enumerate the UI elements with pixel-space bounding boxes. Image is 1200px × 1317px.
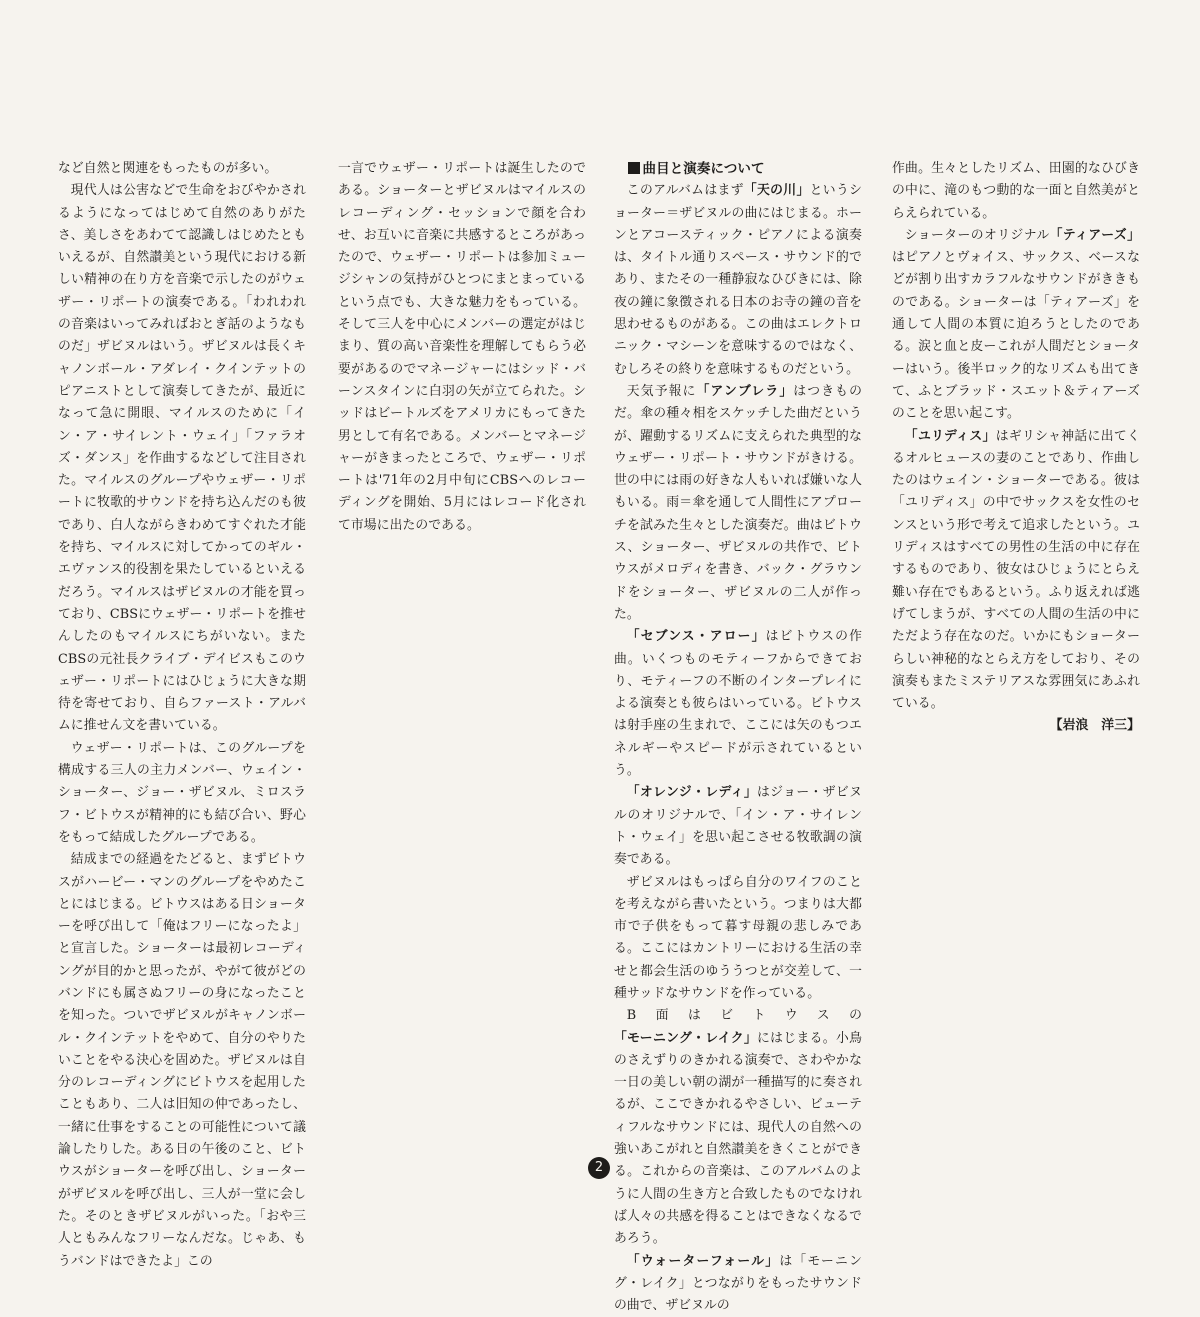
paragraph: ウェザー・リポートは、このグループを構成する三人の主力メンバー、ウェイン・ショーター、ジョー・ザビヌル、ミロスラフ・ビトウスが精神的にも結び合い、野心をもって結成したグループである。 xyxy=(58,740,306,845)
paragraph: このアルバムはまず「天の川」というショーター＝ザビヌルの曲にはじまる。ホーンとアコースティック・ピアノによる演奏は、タイトル通りスペース・サウンド的であり、またその一種静寂なひびきには、除夜の鐘に象徴される日本のお寺の鐘の音を思わせるものがある。この曲はエレクトロニック・マシーンを意味するのではなく、むしろその終りを意味するものだという。 xyxy=(614,183,862,377)
track-title: 「ユリディス」 xyxy=(904,428,996,444)
paragraph: ショーターのオリジナル「ティアーズ」はピアノとヴォイス、サックス、ベースなどが割り出すカラフルなサウンドがききものである。ショーターは「ティアーズ」を通して人間の本質に迫ろうとしたのである。涙と血と皮ーこれが人間だとショーターはいう。後半ロック的なリズムも出てきて、ふとブラッド・スエット＆ティアーズのことを思い起こす。 xyxy=(892,227,1140,422)
text-column-3 xyxy=(614,158,862,1317)
square-bullet-icon xyxy=(628,162,640,174)
paragraph: 一言でウェザー・リポートは誕生したのである。ショーターとザビヌルはマイルスのレコーディング・セッションで顔を合わせ、お互いに音楽に共感するところがあったので、ウェザー・リポートは参加ミュージシャンの気持がひとつにまとまっているという点でも、大きな魅力をもっている。そして三人を中心にメンバーの選定がはじまり、質の高い音楽性を理解してもらう必要があるのでマネージャーにはシッド・バーンスタインに白羽の矢が立てられた。シッドはビートルズをアメリカにもってきた男として有名である。メンバーとマネージャーがきまったところで、ウェザー・リポートは'71年の2月中旬にCBSへのレコーディングを開始、5月にはレコード化されて市場に出たのである。 xyxy=(338,161,586,533)
text-column-2 xyxy=(338,158,586,537)
paragraph: 「ウォーターフォール」は「モーニング・レイク」とつながりをもったサウンドの曲で、ザビヌルの xyxy=(614,1253,862,1314)
track-title: 「オレンジ・レディ」 xyxy=(626,785,758,801)
track-title: 「アンブレラ」 xyxy=(696,383,794,399)
track-title: 「セブンス・アロー」 xyxy=(626,629,766,645)
paragraph: 「オレンジ・レディ」はジョー・ザビヌルのオリジナルで、「イン・ア・サイレント・ウェイ」を思い起こさせる牧歌調の演奏である。 xyxy=(614,785,862,868)
track-title: 「天の川」 xyxy=(743,183,810,199)
paragraph: 結成までの経過をたどると、まずビトウスがハービー・マンのグループをやめたことにはじまる。ビトウスはある日ショーターを呼び出して「俺はフリーになったよ」と宣言した。ショーターは最初レコーディングが目的かと思ったが、やがて彼がどのバンドにも属さぬフリーの身になったことを知った。ついでザビヌルがキャノンボール・クインテットをやめて、自分のやりたいことをやる決心を固めた。ザビヌルは自分のレコーディングにビトウスを起用したこともあり、二人は旧知の仲であったし、一緒に仕事をすることの可能性について議論したりした。ある日の午後のこと、ビトウスがショーターを呼び出し、ショーターがザビヌルを呼び出し、三人が一堂に会した。そのときザビヌルがいった。「おや三人ともみんなフリーなんだな。じゃあ、もうバンドはできたよ」この xyxy=(58,852,306,1269)
track-title: 「ウォーターフォール」 xyxy=(626,1253,780,1269)
track-title: 「モーニング・レイク」 xyxy=(614,1030,758,1046)
paragraph: B面はビトウスの「モーニング・レイク」にはじまる。小鳥のさえずりのきかれる演奏で、さわやかな一日の美しい朝の湖が一種描写的に奏されるが、ここできかれるやさしい、ビューティフルなサウンドには、現代人の自然への強いあこがれと自然讃美をきくことができる。これからの音楽は、このアルバムのように人間の生き方と合致したものでなければ人々の共感を得ることはできなくなるであろう。 xyxy=(614,1008,862,1247)
section-heading: 曲目と演奏について xyxy=(614,158,862,180)
paragraph: 作曲。生々としたリズム、田園的なひびきの中に、滝のもつ動的な一面と自然美がとらえられている。 xyxy=(892,161,1140,221)
author-credit: 【岩浪 洋三】 xyxy=(1049,718,1140,734)
paragraph: 天気予報に「アンブレラ」はつきものだ。傘の種々相をスケッチした曲だというが、躍動するリズムに支えられた典型的なウェザー・リポート・サウンドがきける。世の中には雨の好きな人もいれば嫌いな人もいる。雨＝傘を通して人間性にアプローチを試みた生々とした演奏だ。曲はビトウス、ショーター、ザビヌルの共作で、ビトウスがメロディを書き、バック・グラウンドをショーター、ザビヌルの二人が作った。 xyxy=(614,383,863,622)
paragraph: 現代人は公害などで生命をおびやかされるようになってはじめて自然のありがたさ、美しさをあわてて認識しはじめたともいえるが、自然讃美という現代における新しい精神の在り方を音楽で示したのがウェザー・リポートの演奏である。「われわれの音楽はいってみればおとぎ話のようなものだ」ザビヌルはいう。ザビヌルは長くキャノンボール・アダレイ・クインテットのピアニストとして演奏してきたが、最近になって急に開眼、マイルスのために「イン・ア・サイレント・ウェイ」「ファラオズ・ダンス」を作曲するなどして注目された。マイルスのグループやウェザー・リポートに牧歌的サウンドを持ち込んだのも彼であり、白人ながらきわめてすぐれた才能を持ち、マイルスに対してかってのギル・エヴァンス的役割を果たしているといえるだろう。マイルスはザビヌルの才能を買っており、CBSにウェザー・リポートを推せんしたのもマイルスにちがいない。また CBSの元社長クライブ・デイビスもこのウェザー・リポートにはひじょうに大きな期待を寄せており、自らファースト・アルバムに推せん文を書いている。 xyxy=(58,183,306,734)
text-column-4 xyxy=(892,158,1140,738)
paragraph: ザビヌルはもっぱら自分のワイフのことを考えながら書いたという。つまりは大都市で子供をもって暮す母親の悲しみである。ここにはカントリーにおける生活の幸せと都会生活のゆううつとが交差して、一種サッドなサウンドを作っている。 xyxy=(614,874,862,1001)
text-column-1 xyxy=(58,158,306,1273)
paragraph: 「ユリディス」はギリシャ神話に出てくるオルヒュースの妻のことであり、作曲したのはウェイン・ショーターである。彼は「ユリディス」の中でサックスを女性のセンスという形で考えて追求したという。ユリディスはすべての男性の生活の中に存在するものであり、彼女はひじょうにとらえ難い存在でもあるという。ふり返えれば逃げてしまうが、すべての人間の生活の中にただよう存在なのだ。いかにもショーターらしい神秘的なとらえ方をしており、その演奏もまたミステリアスな雰囲気にあふれている。 xyxy=(892,428,1140,712)
paragraph: など自然と関連をもったものが多い。 xyxy=(58,161,278,176)
track-title: 「ティアーズ」 xyxy=(1049,227,1140,243)
paragraph: 「セブンス・アロー」はビトウスの作曲。いくつものモティーフからできており、モティーフの不断のインタープレイによる演奏とも彼らはいっている。ビトウスは射手座の生まれで、ここには矢のもつエネルギーやスピードが示されているという。 xyxy=(614,629,862,779)
page-number: 2 xyxy=(588,1157,610,1179)
